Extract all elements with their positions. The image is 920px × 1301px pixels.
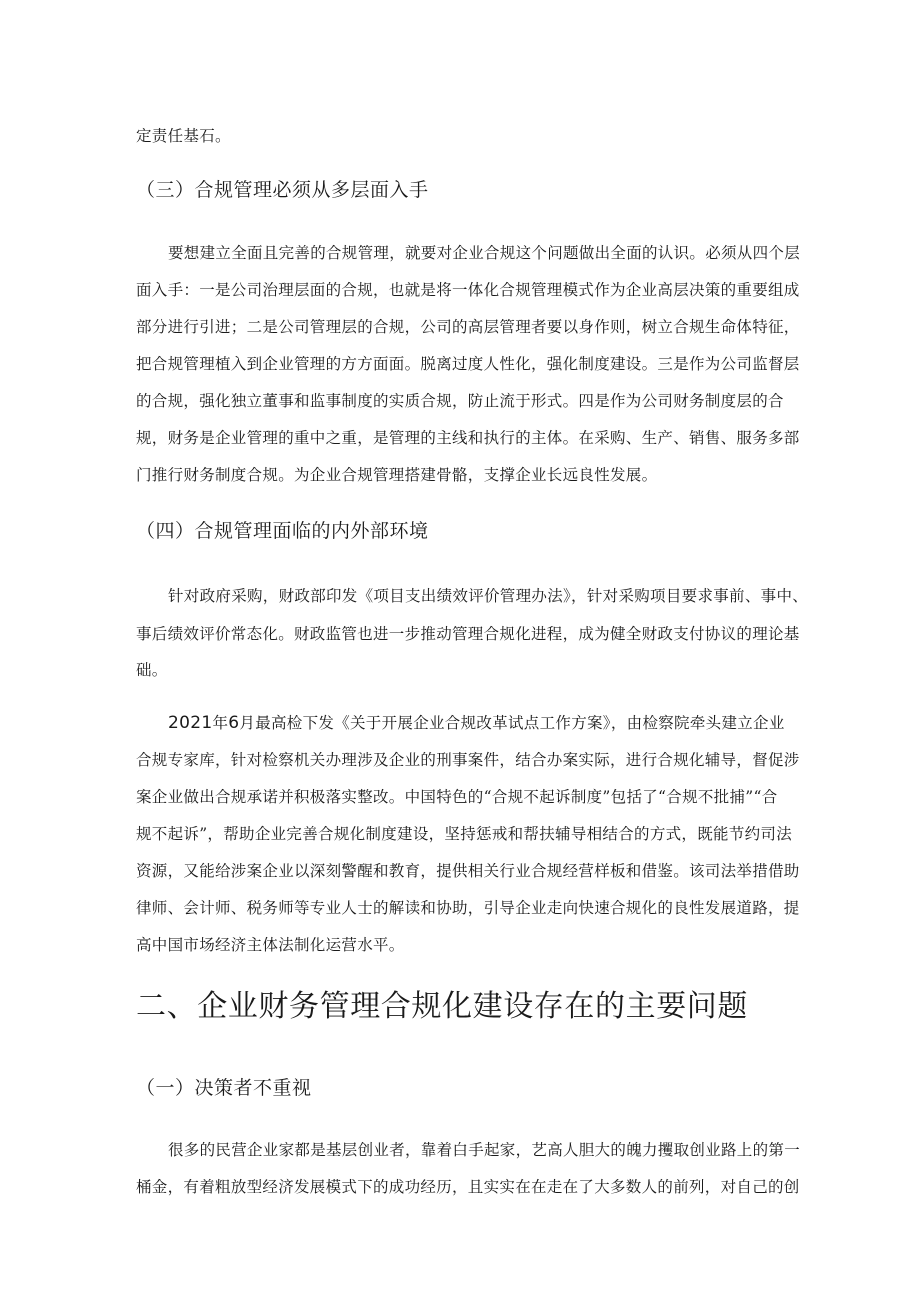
paragraph-line: 门推行财务制度合规。为企业合规管理搭建骨骼，支撑企业长远良性发展。 xyxy=(136,466,658,484)
chapter-heading-2: 二、企业财务管理合规化建设存在的主要问题 xyxy=(136,989,748,1024)
paragraph-line: 面入手：一是公司治理层面的合规，也就是将一体化合规管理模式作为企业高层决策的重要组成 xyxy=(136,281,800,299)
paragraph-line: 规，财务是企业管理的重中之重，是管理的主线和执行的主体。在采购、生产、销售、服务多部 xyxy=(136,429,800,447)
paragraph-first-line xyxy=(168,713,785,733)
paragraph-line: 部分进行引进；二是公司管理层的合规，公司的高层管理者要以身作则，树立合规生命体特征， xyxy=(136,318,800,336)
paragraph-line: 案企业做出合规承诺并积极落实整改。中国特色的“合规不起诉制度”包括了“合规不批捕”“合 xyxy=(136,788,778,806)
year-number: 2021 xyxy=(168,713,213,733)
paragraph-line: 把合规管理植入到企业管理的方方面面。脱离过度人性化，强化制度建设。三是作为公司监督层 xyxy=(136,355,800,373)
paragraph-line: 律师、会计师、税务师等专业人士的解读和协助，引导企业走向快速合规化的良性发展道路，提 xyxy=(136,899,800,917)
section-heading-4: （四）合规管理面临的内外部环境 xyxy=(136,520,429,542)
paragraph-line: 合规专家库，针对检察机关办理涉及企业的刑事案件，结合办案实际，进行合规化辅导，督促涉 xyxy=(136,751,800,769)
section-heading-1: （一）决策者不重视 xyxy=(136,1077,312,1099)
first-line-text: 月最高检下发《关于开展企业合规改革试点工作方案》，由检察院牵头建立企业 xyxy=(239,714,785,732)
paragraph-line: 高中国市场经济主体法制化运营水平。 xyxy=(136,936,405,954)
section-heading-3: （三）合规管理必须从多层面入手 xyxy=(136,179,429,201)
paragraph-line: 础。 xyxy=(136,661,168,679)
paragraph-line: 定责任基石。 xyxy=(136,127,231,145)
paragraph-line: 桶金，有着粗放型经济发展模式下的成功经历，且实实在在走在了大多数人的前列，对自己的创 xyxy=(136,1178,800,1196)
month-number: 6 xyxy=(228,713,240,733)
paragraph-line: 很多的民营企业家都是基层创业者，靠着白手起家，艺高人胆大的魄力攫取创业路上的第一 xyxy=(168,1141,801,1159)
paragraph-line: 规不起诉”，帮助企业完善合规化制度建设，坚持惩戒和帮扶辅导相结合的方式，既能节约司法 xyxy=(136,825,793,843)
paragraph-line: 的合规，强化独立董事和监事制度的实质合规，防止流于形式。四是作为公司财务制度层的合 xyxy=(136,392,784,410)
paragraph-line: 要想建立全面且完善的合规管理，就要对企业合规这个问题做出全面的认识。必须从四个层 xyxy=(168,244,801,262)
year-suffix: 年 xyxy=(212,714,229,732)
paragraph-line: 资源，又能给涉案企业以深刻警醒和教育，提供相关行业合规经营样板和借鉴。该司法举措借助 xyxy=(136,862,800,880)
paragraph-line: 事后绩效评价常态化。财政监管也进一步推动管理合规化进程，成为健全财政支付协议的理论基 xyxy=(136,625,800,643)
paragraph-line: 针对政府采购，财政部印发《项目支出绩效评价管理办法》，针对采购项目要求事前、事中、 xyxy=(168,587,809,605)
